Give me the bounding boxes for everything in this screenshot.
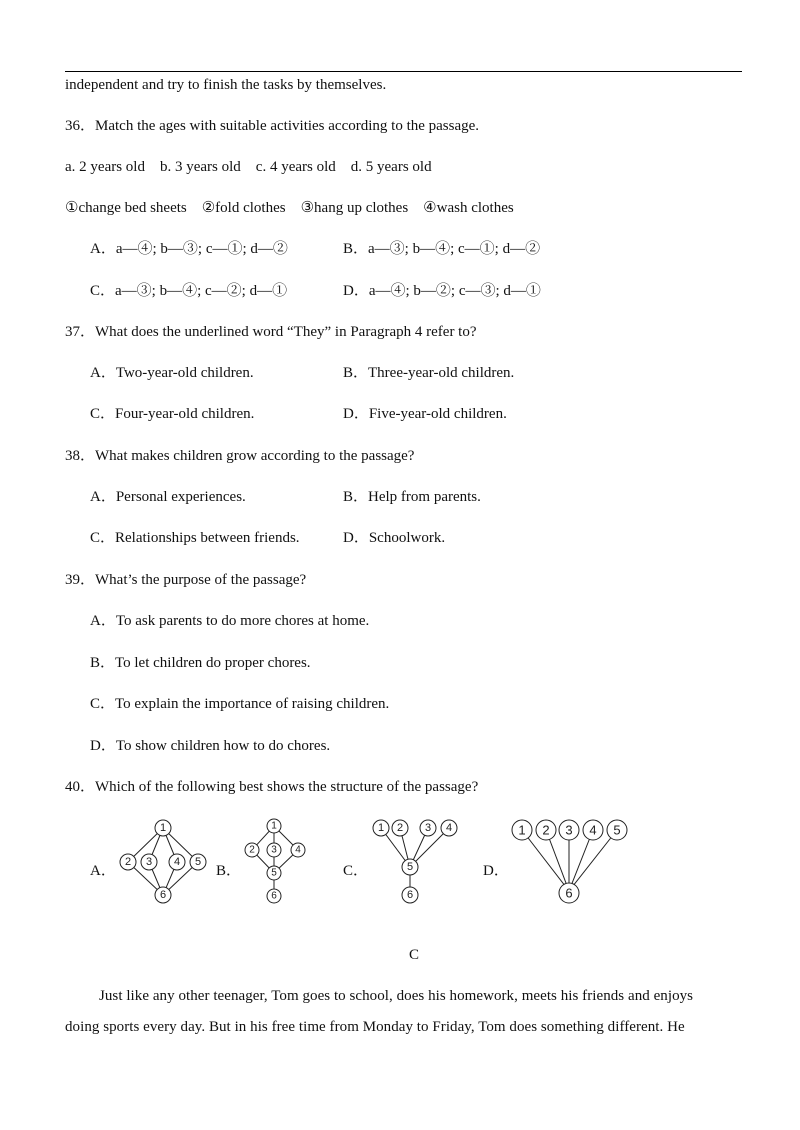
svg-text:1: 1 xyxy=(377,822,385,834)
question-37-option-d[interactable]: D．Five-year-old children. xyxy=(343,406,507,422)
diagram-d-node-5 xyxy=(607,820,627,840)
passage-line-1: Just like any other teenager, Tom goes to school, does his homework, meets his friends and enjoys xyxy=(99,988,694,1004)
diagram-a-node-3 xyxy=(141,854,157,870)
svg-text:4: 4 xyxy=(445,822,453,834)
question-37-option-a[interactable]: A．Two-year-old children. xyxy=(90,365,254,381)
diagram-a-node-4 xyxy=(169,854,185,870)
svg-text:3: 3 xyxy=(565,822,573,838)
diagram-b-node-1 xyxy=(267,819,281,833)
diagram-d-node-3 xyxy=(559,820,579,840)
question-40-option-d[interactable]: D． xyxy=(483,863,509,879)
svg-text:6: 6 xyxy=(159,889,167,901)
svg-text:5: 5 xyxy=(271,867,277,879)
header-rule xyxy=(65,71,742,72)
diagram-d-node-6 xyxy=(559,883,579,903)
svg-text:2: 2 xyxy=(124,856,132,868)
diagram-c-node-2 xyxy=(392,820,408,836)
svg-text:3: 3 xyxy=(145,856,153,868)
svg-text:2: 2 xyxy=(249,844,255,856)
question-40-option-b[interactable]: B． xyxy=(216,863,242,879)
question-40-option-c[interactable]: C． xyxy=(343,863,369,879)
diagram-b-node-5 xyxy=(267,866,281,880)
diagram-d-node-1 xyxy=(512,820,532,840)
passage-continuation: independent and try to finish the tasks by themselves. xyxy=(65,77,387,93)
svg-text:5: 5 xyxy=(406,861,414,873)
question-38-option-a[interactable]: A．Personal experiences. xyxy=(90,489,246,505)
diagram-a-node-2 xyxy=(120,854,136,870)
diagram-c-node-5 xyxy=(402,859,418,875)
question-37-option-b[interactable]: B．Three-year-old children. xyxy=(343,365,515,381)
section-heading: C xyxy=(409,947,420,963)
question-36-option-c[interactable]: C．a—③; b—④; c—②; d—① xyxy=(90,283,288,299)
question-40-option-a[interactable]: A． xyxy=(90,863,116,879)
svg-text:2: 2 xyxy=(396,822,404,834)
structure-diagram-b xyxy=(238,815,318,910)
structure-diagram-c xyxy=(366,815,466,910)
question-36-ages: a. 2 years old b. 3 years old c. 4 years old d. 5 years old xyxy=(65,159,432,175)
diagram-b-node-6 xyxy=(267,889,281,903)
passage-line-2: doing sports every day. But in his free time from Monday to Friday, Tom does something different. He xyxy=(65,1019,685,1035)
diagram-a-node-1 xyxy=(155,820,171,836)
question-36-option-b[interactable]: B．a—③; b—④; c—①; d—② xyxy=(343,241,541,257)
question-39-stem: 39．What’s the purpose of the passage? xyxy=(65,572,307,588)
question-36-option-d[interactable]: D．a—④; b—②; c—③; d—① xyxy=(343,283,541,299)
svg-text:2: 2 xyxy=(542,822,550,838)
svg-text:1: 1 xyxy=(518,822,526,838)
question-39-option-a[interactable]: A．To ask parents to do more chores at home. xyxy=(90,613,370,629)
svg-text:3: 3 xyxy=(271,844,277,856)
question-36-activities: ①change bed sheets ②fold clothes ③hang up clothes ④wash clothes xyxy=(65,200,514,216)
diagram-d-node-4 xyxy=(583,820,603,840)
svg-text:6: 6 xyxy=(406,889,414,901)
svg-text:5: 5 xyxy=(613,822,621,838)
svg-text:4: 4 xyxy=(295,844,301,856)
svg-text:4: 4 xyxy=(173,856,181,868)
question-38-option-d[interactable]: D．Schoolwork. xyxy=(343,530,446,546)
question-39-option-c[interactable]: C．To explain the importance of raising children. xyxy=(90,696,390,712)
diagram-c-node-1 xyxy=(373,820,389,836)
question-39-option-b[interactable]: B．To let children do proper chores. xyxy=(90,655,311,671)
diagram-d-node-2 xyxy=(536,820,556,840)
question-38-stem: 38．What makes children grow according to the passage? xyxy=(65,448,415,464)
diagram-c-node-4 xyxy=(441,820,457,836)
diagram-c-node-3 xyxy=(420,820,436,836)
diagram-b-node-4 xyxy=(291,843,305,857)
diagram-a-node-5 xyxy=(190,854,206,870)
svg-text:1: 1 xyxy=(271,820,277,832)
svg-text:6: 6 xyxy=(565,885,573,901)
structure-diagram-d xyxy=(506,815,636,910)
diagram-c-node-6 xyxy=(402,887,418,903)
question-40-stem: 40．Which of the following best shows the structure of the passage? xyxy=(65,779,479,795)
svg-text:1: 1 xyxy=(159,822,167,834)
svg-text:4: 4 xyxy=(589,822,597,838)
question-36-stem: 36．Match the ages with suitable activities according to the passage. xyxy=(65,118,480,134)
question-38-option-b[interactable]: B．Help from parents. xyxy=(343,489,481,505)
question-36-option-a[interactable]: A．a—④; b—③; c—①; d—② xyxy=(90,241,288,257)
svg-text:5: 5 xyxy=(194,856,202,868)
diagram-b-node-3 xyxy=(267,843,281,857)
diagram-a-node-6 xyxy=(155,887,171,903)
svg-text:3: 3 xyxy=(424,822,432,834)
question-39-option-d[interactable]: D．To show children how to do chores. xyxy=(90,738,331,754)
question-38-option-c[interactable]: C．Relationships between friends. xyxy=(90,530,300,546)
question-37-option-c[interactable]: C．Four-year-old children. xyxy=(90,406,255,422)
diagram-b-node-2 xyxy=(245,843,259,857)
structure-diagram-a xyxy=(110,815,220,910)
svg-text:6: 6 xyxy=(271,890,277,902)
question-37-stem: 37．What does the underlined word “They” in Paragraph 4 refer to? xyxy=(65,324,477,340)
